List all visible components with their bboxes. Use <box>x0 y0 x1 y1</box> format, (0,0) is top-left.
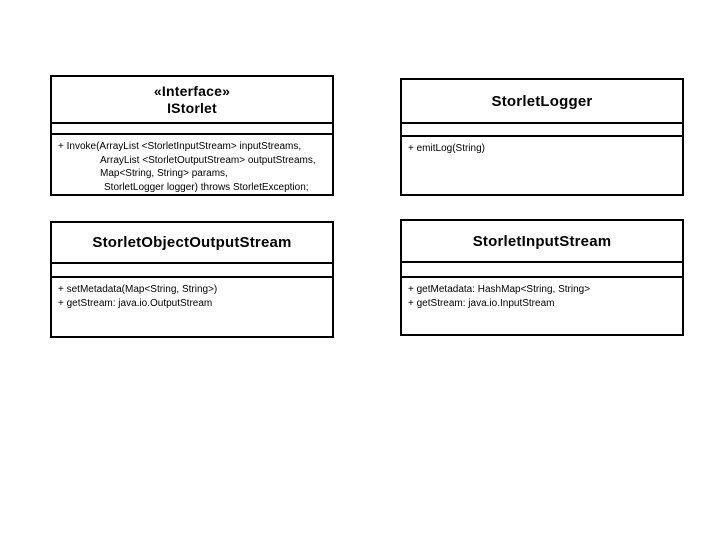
class-methods-compartment <box>52 135 332 194</box>
class-box-istorlet <box>50 75 334 196</box>
class-attributes-compartment <box>52 264 332 278</box>
class-methods-compartment <box>52 278 332 336</box>
class-name: StorletInputStream <box>472 232 612 250</box>
method-line: + emitLog(String) <box>408 143 485 154</box>
class-box-storletlogger <box>400 78 684 196</box>
method-line: + getMetadata: HashMap<String, String> <box>408 284 591 295</box>
class-title-compartment <box>402 80 682 124</box>
class-title-compartment <box>402 221 682 263</box>
class-name: IStorlet <box>167 99 217 116</box>
class-methods-compartment <box>402 278 682 334</box>
class-methods-compartment <box>402 137 682 194</box>
method-line: ArrayList <StorletOutputStream> outputStreams, <box>100 154 316 166</box>
method-line: + getStream: java.io.OutputStream <box>58 297 213 309</box>
class-attributes-compartment <box>402 124 682 137</box>
class-box-storletinputstream <box>400 219 684 336</box>
class-title-compartment <box>52 223 332 264</box>
class-attributes-compartment <box>52 124 332 135</box>
class-title-compartment <box>52 77 332 124</box>
class-attributes-compartment <box>402 263 682 278</box>
class-name: StorletObjectOutputStream <box>92 234 292 251</box>
class-box-storletobjectoutputstream <box>50 221 334 338</box>
method-line: + Invoke(ArrayList <StorletInputStream> inputStreams, <box>58 141 302 152</box>
method-line: + setMetadata(Map<String, String>) <box>58 284 218 295</box>
class-stereotype: «Interface» <box>153 82 231 99</box>
method-line: StorletLogger logger) throws StorletException; <box>104 181 309 193</box>
class-name: StorletLogger <box>491 92 593 110</box>
method-line: Map<String, String> params, <box>100 168 228 179</box>
method-line: + getStream: java.io.InputStream <box>408 297 555 309</box>
